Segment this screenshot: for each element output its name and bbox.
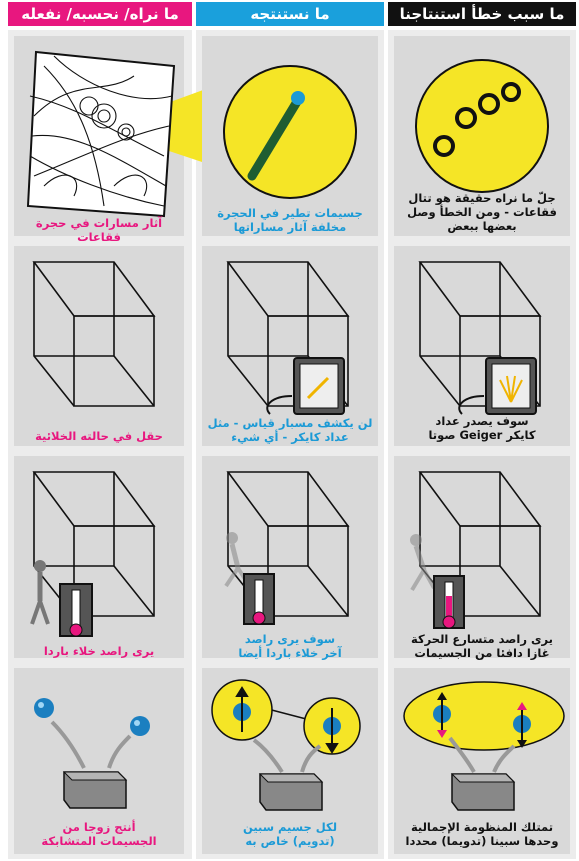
particle-icon: [202, 668, 378, 818]
cell-r4-right: [394, 668, 570, 854]
bubbles-icon: [394, 36, 570, 196]
caption-r4-middle: لكل جسيم سبين (تدويم) خاص به: [242, 820, 338, 848]
caption-r2-middle: لن يكشف مسبار قياس - مثل عداد كايكر - أي شيء: [207, 416, 373, 444]
cell-r3-middle: [202, 456, 378, 658]
cell-r4-middle: [202, 668, 378, 854]
particle-icon: [394, 668, 570, 818]
header-middle: ما نستنتجه: [196, 2, 384, 26]
caption-r4-right: تمتلك المنظومة الإجمالية وحدها سبينا (تدويما) محددا: [405, 820, 559, 848]
cell-r3-right: [394, 456, 570, 658]
thermometer-icon: [394, 456, 570, 656]
caption-r2-left: حقل في حالته الخلائية: [35, 429, 163, 443]
caption-r3-right: يرى راصد متسارع الحركة غازا دافئا من الجسيمات: [410, 632, 553, 660]
particle-track-icon: [202, 36, 378, 206]
bubble-chamber-icon: [14, 36, 214, 236]
caption-r3-left: يرى راصد خلاء باردا: [43, 644, 155, 658]
caption-r3-middle: سوف يرى راصد آخر خلاء باردا أيضا: [238, 632, 342, 660]
cell-r1-right: [394, 36, 570, 236]
header-left: ما نراه/ نحسبه/ نفعله: [8, 2, 192, 26]
cell-r4-left: [14, 668, 184, 854]
particle-source-icon: [14, 668, 184, 818]
caption-r4-left: أنتج زوجا من الجسيمات المتشابكة: [41, 820, 157, 848]
header-right: ما سبب خطأ استنتاجنا: [388, 2, 576, 26]
cell-r2-right: [394, 246, 570, 446]
caption-r1-middle: جسيمات تطير في الحجرة مخلفة آثار مساراتها: [217, 206, 363, 234]
cell-r2-left: [14, 246, 184, 446]
thermometer-icon: [202, 456, 378, 656]
box-icon: [14, 246, 184, 416]
cell-r2-middle: [202, 246, 378, 446]
thermometer-icon: [14, 456, 184, 656]
cell-r1-left: [14, 36, 184, 244]
cell-r3-left: [14, 456, 184, 658]
caption-r2-right: سوف يصدر عداد كايكر Geiger صوتا: [428, 414, 536, 442]
cell-r1-middle: [202, 36, 378, 236]
caption-r1-left: آثار مسارات في حجرة فقاعات: [35, 216, 163, 244]
caption-r1-right: جلّ ما نراه حقيقة هو تتال فقاعات - ومن الخطأ وصل بعضها ببعض: [407, 191, 557, 233]
